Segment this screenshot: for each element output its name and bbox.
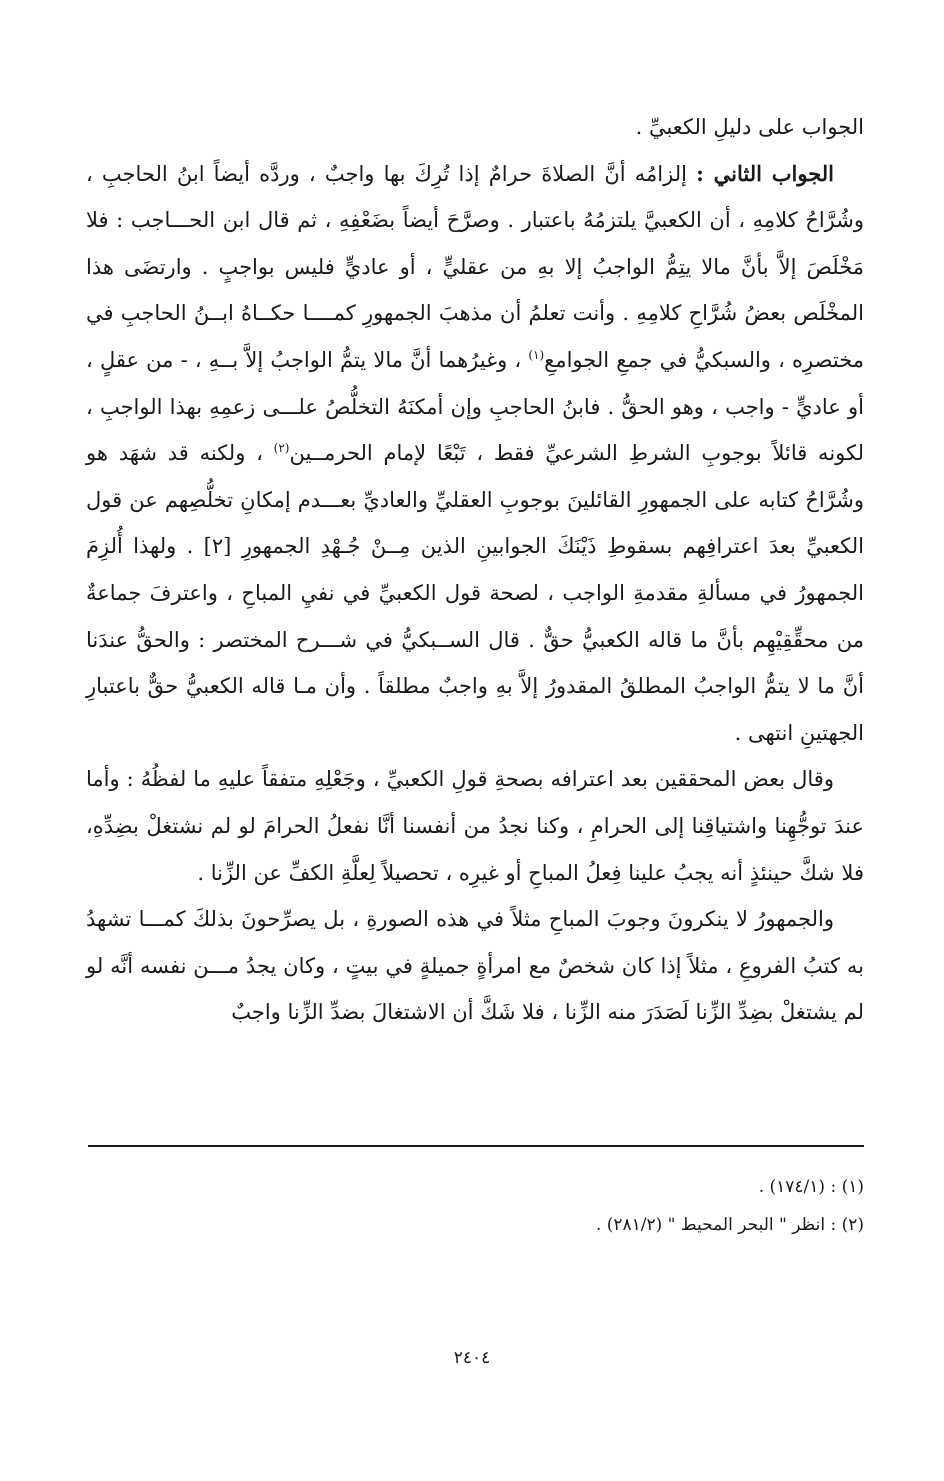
paragraph-2-text-a: إلزامُه أنَّ الصلاةَ حرامٌ إذا تُرِكَ بها واجبٌ ، وردَّه أيضاً ابنُ الحاجبِ ، وشُرَّاحُ كلامِهِ ، أن الكعبيَّ يلتزمُهُ باعتبار . وصرَّحَ أيضاً بضَعْفِهِ ، ثم قال ابن الحـــاجب : فلا مَخْلَصَ إلاَّ بأنَّ مالا يتِمُّ الواجبُ إلا بهِ من عقليٍّ ، أو عاديٍّ فليس بواجبٍ . وارتضَى هذا المخْلَص بعضُ شُرَّاحِ كلامِهِ . وأنت تعلمُ أن مذهبَ الجمهورِ كمــــا حكــاهُ ابــنُ الحاجبِ في مختصرِه ، والسبكيُّ في جمعِ الجوامعِ [86, 161, 864, 372]
paragraph-2-text-b: ، وغيرُهما أنَّ مالا يتمُّ الواجبُ إلاَّ بــهِ ، - من عقلٍ ، أو عاديٍّ - واجب ، وهو الحقُّ . فابنُ الحاجبِ وإن أمكنَهُ التخلُّصُ علـــى زعمِهِ بهذا الواجبِ ، لكونه قائلاً بوجوبِ الشرطِ الشرعيِّ فقط ، تَبْعًا لإمام الحرمــين [86, 347, 865, 466]
main-text [86, 104, 864, 1036]
paragraph-2 [86, 151, 864, 757]
paragraph-4: والجمهورُ لا ينكرونَ وجوبَ المباحِ مثلاً في هذه الصورةِ ، بل يصرِّحونَ بذلكَ كمـــا تشهدُ به كتبُ الفروعِ ، مثلاً إذا كان شخصٌ مع امرأةٍ جميلةٍ في بيتٍ ، وكان يجدُ مـــن نفسه أنَّه لو لم يشتغلْ بضِدِّ الزِّنا لَصَدَرَ منه الزِّنا ، فلا شَكَّ أن الاشتغالَ بضدِّ الزِّنا واجبٌ [86, 907, 864, 1025]
paragraph-3: وقال بعض المحققين بعد اعترافه بصحةِ قولِ الكعبيِّ ، وجَعْلِهِ متفقاً عليهِ ما لفظُهُ : وأما عندَ توجُّهِنا واشتياقِنا إلى الحرامِ ، وكنا نجدُ من أنفسنا أنَّا نفعلُ الحرامَ لو لم نشتغلْ بضِدِّهِ، فلا شكَّ حينئذٍ أنه يجبُ علينا فِعلُ المباحِ أو غيرِه ، تحصيلاً لِعلَّةِ الكفِّ عن الزِّنا . [86, 767, 864, 885]
footnote-ref-1[interactable]: (١) [528, 347, 545, 362]
page-number: ٢٤٠٤ [453, 1348, 491, 1368]
paragraph-2-heading: الجواب الثاني : [696, 160, 834, 186]
footnote-1: (١) : (١٧٤/١) . [758, 1177, 864, 1197]
footnotes [86, 1168, 864, 1244]
footnote-ref-2[interactable]: (٢) [273, 441, 290, 456]
footnote-2: (٢) : انظر " البحر المحيط " (٢٨١/٢) . [595, 1215, 864, 1235]
footnote-divider [88, 1145, 864, 1147]
paragraph-2-text-c: ، ولكنه قد شهَد هو وشُرَّاحُ كتابه على الجمهورِ القائلينَ بوجوبِ العقليِّ والعاديِّ بعـــدم إمكانِ تخلُّصِهم عن قول الكعبيِّ بعدَ اعترافِهم بسقوطِ ذَيْنَكَ الجوابينِ الذين مِــنْ جُـهْدِ الجمهورِ [٢] . ولهذا أُلزِمَ الجمهورُ في مسألةِ مقدمةِ الواجب ، لصحة قول الكعبيِّ في نفيِ المباحِ ، واعترفَ جماعةٌ من محقِّقِيْهِم بأنَّ ما قاله الكعبيُّ حقٌّ . قال الســبكيُّ في شـــرح المختصر : والحقُّ عندَنا أنَّ ما لا يتمُّ الواجبُ المطلقُ المقدورُ إلاَّ بهِ واجبٌ مطلقاً . وأن مـا قاله الكعبيُّ حقٌّ باعتبارِ الجهتينِ انتهى . [86, 441, 865, 745]
paragraph-1: الجواب على دليلِ الكعبيِّ . [635, 115, 864, 139]
